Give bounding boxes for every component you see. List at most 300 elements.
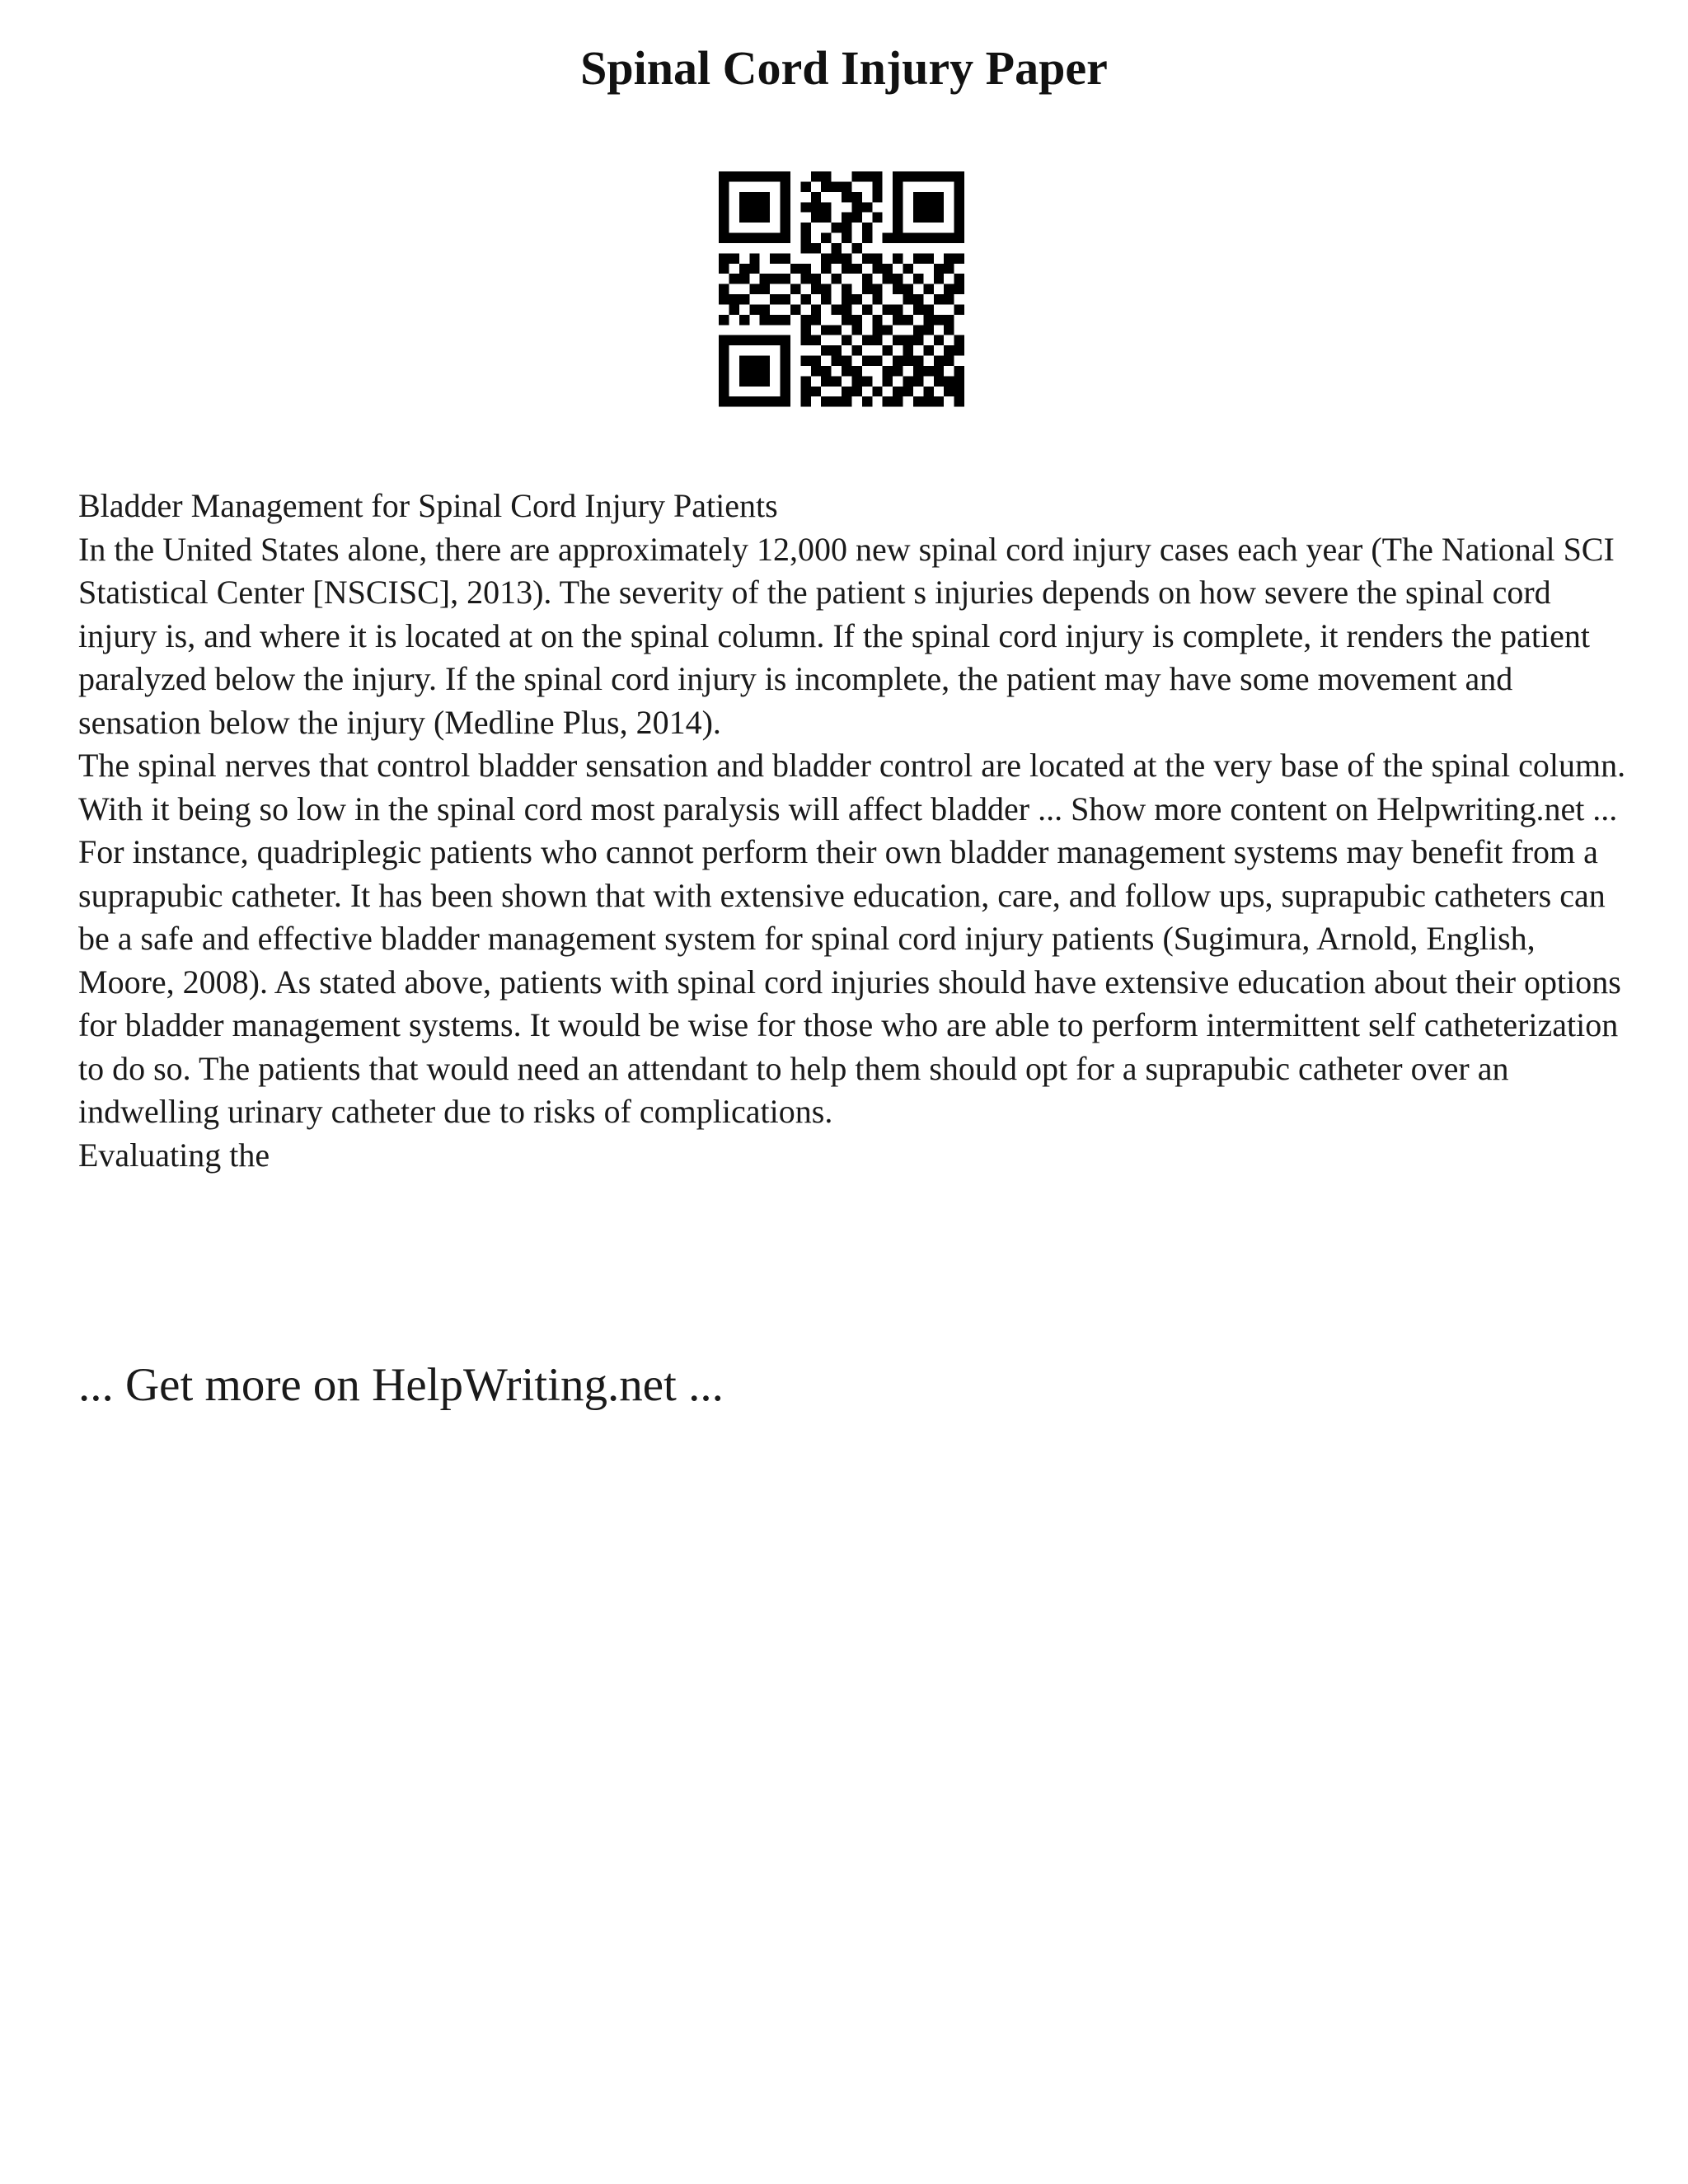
- qr-module: [913, 294, 923, 304]
- qr-module: [903, 356, 913, 366]
- qr-module: [760, 315, 770, 325]
- qr-module: [821, 171, 831, 181]
- qr-module: [872, 171, 882, 181]
- qr-module: [739, 335, 749, 345]
- qr-module: [883, 366, 893, 376]
- qr-module: [800, 243, 810, 253]
- qr-module: [800, 274, 810, 284]
- qr-module: [781, 181, 790, 191]
- qr-module: [811, 202, 821, 212]
- qr-module: [719, 294, 729, 304]
- qr-module: [903, 284, 913, 294]
- qr-module: [739, 396, 749, 406]
- qr-module: [821, 325, 831, 335]
- qr-module: [923, 253, 933, 263]
- qr-module: [903, 264, 913, 274]
- qr-module: [770, 294, 780, 304]
- page-title: Spinal Cord Injury Paper: [580, 41, 1108, 95]
- qr-module: [800, 356, 810, 366]
- qr-module: [832, 304, 842, 314]
- qr-module: [800, 376, 810, 386]
- qr-module: [749, 192, 759, 202]
- qr-module: [872, 264, 882, 274]
- qr-module: [770, 253, 780, 263]
- qr-module: [883, 396, 893, 406]
- qr-module: [913, 366, 923, 376]
- qr-module: [811, 243, 821, 253]
- qr-module: [760, 335, 770, 345]
- qr-module: [719, 213, 729, 223]
- paragraph-evaluating: Evaluating the: [78, 1136, 270, 1174]
- qr-module: [832, 396, 842, 406]
- qr-module: [923, 304, 933, 314]
- qr-module: [944, 233, 954, 243]
- qr-module: [903, 345, 913, 355]
- qr-module: [739, 233, 749, 243]
- qr-module: [821, 253, 831, 263]
- qr-module: [719, 315, 729, 325]
- qr-module: [893, 223, 903, 232]
- qr-module: [851, 376, 861, 386]
- qr-module: [811, 284, 821, 294]
- qr-module: [800, 294, 810, 304]
- qr-module: [781, 223, 790, 232]
- qr-module: [883, 274, 893, 284]
- qr-module: [739, 171, 749, 181]
- qr-module: [872, 213, 882, 223]
- qr-module: [749, 284, 759, 294]
- qr-module: [851, 171, 861, 181]
- qr-module: [800, 181, 810, 191]
- qr-module: [883, 233, 893, 243]
- qr-module: [923, 366, 933, 376]
- qr-module: [749, 171, 759, 181]
- qr-module: [944, 356, 954, 366]
- qr-module: [851, 243, 861, 253]
- qr-module: [913, 376, 923, 386]
- qr-module: [781, 335, 790, 345]
- qr-module: [862, 335, 872, 345]
- qr-module: [862, 376, 872, 386]
- qr-module: [913, 233, 923, 243]
- qr-module: [893, 181, 903, 191]
- qr-module: [893, 192, 903, 202]
- qr-module: [903, 335, 913, 345]
- qr-module: [739, 202, 749, 212]
- qr-module: [872, 325, 882, 335]
- qr-module: [821, 294, 831, 304]
- qr-module: [954, 304, 964, 314]
- qr-module: [749, 233, 759, 243]
- qr-module: [719, 345, 729, 355]
- qr-module: [923, 315, 933, 325]
- qr-module: [719, 171, 729, 181]
- qr-module: [800, 335, 810, 345]
- qr-module: [862, 396, 872, 406]
- qr-module: [944, 376, 954, 386]
- qr-module: [719, 284, 729, 294]
- qr-module: [719, 264, 729, 274]
- qr-module: [934, 233, 944, 243]
- qr-module: [872, 253, 882, 263]
- qr-module: [739, 192, 749, 202]
- qr-module: [749, 202, 759, 212]
- qr-module: [729, 304, 738, 314]
- qr-module: [862, 223, 872, 232]
- qr-module: [913, 192, 923, 202]
- section-heading: Bladder Management for Spinal Cord Injury Patients: [78, 487, 778, 524]
- qr-module: [739, 213, 749, 223]
- qr-module: [781, 356, 790, 366]
- qr-module: [842, 213, 851, 223]
- qr-module: [749, 264, 759, 274]
- qr-module: [739, 356, 749, 366]
- qr-module: [872, 387, 882, 396]
- qr-module: [954, 181, 964, 191]
- qr-module: [903, 171, 913, 181]
- qr-module: [913, 202, 923, 212]
- qr-module: [739, 274, 749, 284]
- qr-module: [811, 315, 821, 325]
- qr-module: [923, 233, 933, 243]
- qr-module: [851, 294, 861, 304]
- qr-module: [719, 233, 729, 243]
- qr-module: [851, 315, 861, 325]
- qr-module: [944, 253, 954, 263]
- qr-module: [893, 202, 903, 212]
- qr-module: [719, 253, 729, 263]
- qr-module: [749, 396, 759, 406]
- qr-module: [954, 274, 964, 284]
- qr-module: [923, 387, 933, 396]
- get-more-link[interactable]: ... Get more on HelpWriting.net ...: [78, 1359, 724, 1411]
- qr-module: [934, 192, 944, 202]
- qr-module: [934, 213, 944, 223]
- qr-module: [800, 315, 810, 325]
- qr-module: [821, 366, 831, 376]
- qr-module: [781, 345, 790, 355]
- qr-module: [800, 264, 810, 274]
- paragraph-quadriplegic: For instance, quadriplegic patients who cannot perform their own bladder management systems may benefit from a suprapubic catheter. It has been shown that with extensive education, care, and follow ups, suprapubic catheters can be a safe and effective bladder management system for spinal cord injury patients (Sugimura, Arnold, English, Moore, 2008). As stated above, patients with spinal cord injuries should have extensive education about their options for bladder management systems. It would be wise for those who are able to perform intermittent self catheterization to do so. The patients that would need an attendant to help them should opt for a suprapubic catheter over an indwelling urinary catheter due to risks of complications.: [78, 833, 1621, 1130]
- qr-module: [954, 366, 964, 376]
- qr-module: [944, 387, 954, 396]
- qr-module: [934, 274, 944, 284]
- qr-module: [913, 274, 923, 284]
- qr-module: [832, 345, 842, 355]
- qr-module: [923, 345, 933, 355]
- qr-module: [832, 325, 842, 335]
- qr-module: [821, 376, 831, 386]
- qr-module: [770, 171, 780, 181]
- qr-module: [934, 264, 944, 274]
- qr-module: [913, 171, 923, 181]
- qr-module: [913, 253, 923, 263]
- qr-module: [934, 202, 944, 212]
- qr-module: [842, 304, 851, 314]
- qr-code-icon: [719, 171, 964, 417]
- qr-module: [719, 396, 729, 406]
- qr-module: [781, 274, 790, 284]
- qr-module: [851, 213, 861, 223]
- qr-module: [842, 192, 851, 202]
- qr-module: [934, 171, 944, 181]
- qr-module: [729, 274, 738, 284]
- qr-module: [944, 294, 954, 304]
- qr-module: [893, 356, 903, 366]
- qr-module: [862, 202, 872, 212]
- qr-module: [851, 264, 861, 274]
- qr-module: [934, 356, 944, 366]
- qr-module: [800, 325, 810, 335]
- qr-module: [842, 356, 851, 366]
- qr-module: [883, 325, 893, 335]
- qr-module: [832, 181, 842, 191]
- qr-module: [739, 366, 749, 376]
- qr-module: [923, 325, 933, 335]
- qr-module: [760, 274, 770, 284]
- qr-module: [781, 233, 790, 243]
- qr-module: [954, 192, 964, 202]
- qr-module: [811, 171, 821, 181]
- qr-module: [923, 202, 933, 212]
- qr-module: [872, 315, 882, 325]
- qr-module: [781, 396, 790, 406]
- qr-module: [851, 345, 861, 355]
- qr-module: [851, 387, 861, 396]
- qr-module: [729, 396, 738, 406]
- qr-module: [913, 396, 923, 406]
- qr-module: [729, 233, 738, 243]
- qr-module: [749, 213, 759, 223]
- qr-module: [749, 253, 759, 263]
- qr-module: [760, 284, 770, 294]
- qr-module: [954, 335, 964, 345]
- qr-module: [893, 387, 903, 396]
- qr-module: [832, 243, 842, 253]
- qr-module: [862, 274, 872, 284]
- qr-module: [821, 284, 831, 294]
- qr-module: [729, 253, 738, 263]
- qr-module: [800, 396, 810, 406]
- qr-module: [842, 264, 851, 274]
- qr-module: [739, 376, 749, 386]
- qr-module: [954, 223, 964, 232]
- qr-module: [760, 202, 770, 212]
- qr-module: [893, 335, 903, 345]
- qr-module: [893, 315, 903, 325]
- qr-module: [944, 171, 954, 181]
- qr-module: [842, 233, 851, 243]
- qr-module: [749, 356, 759, 366]
- qr-module: [842, 253, 851, 263]
- qr-module: [934, 294, 944, 304]
- qr-module: [811, 387, 821, 396]
- qr-module: [821, 213, 831, 223]
- qr-module: [832, 223, 842, 232]
- qr-module: [903, 376, 913, 386]
- qr-module: [923, 213, 933, 223]
- qr-module: [832, 376, 842, 386]
- qr-module: [851, 202, 861, 212]
- qr-module: [729, 335, 738, 345]
- qr-module: [781, 387, 790, 396]
- qr-module: [781, 376, 790, 386]
- qr-module: [790, 284, 800, 294]
- qr-module: [811, 304, 821, 314]
- qr-module: [770, 233, 780, 243]
- qr-module: [842, 396, 851, 406]
- qr-module: [719, 356, 729, 366]
- qr-module: [872, 181, 882, 191]
- qr-module: [811, 213, 821, 223]
- qr-module: [954, 253, 964, 263]
- qr-module: [934, 366, 944, 376]
- qr-module: [893, 171, 903, 181]
- qr-module: [770, 315, 780, 325]
- qr-module: [739, 294, 749, 304]
- qr-module: [903, 294, 913, 304]
- qr-module: [944, 315, 954, 325]
- qr-module: [811, 335, 821, 345]
- qr-module: [739, 264, 749, 274]
- qr-module: [872, 192, 882, 202]
- qr-module: [903, 315, 913, 325]
- qr-module: [821, 181, 831, 191]
- qr-module: [954, 387, 964, 396]
- qr-module: [913, 325, 923, 335]
- qr-module: [760, 366, 770, 376]
- qr-module: [954, 171, 964, 181]
- qr-module: [719, 223, 729, 232]
- qr-module: [842, 335, 851, 345]
- qr-module: [862, 356, 872, 366]
- qr-module: [842, 223, 851, 232]
- qr-module: [913, 213, 923, 223]
- qr-module: [862, 233, 872, 243]
- qr-module: [790, 304, 800, 314]
- qr-module: [913, 304, 923, 314]
- qr-module: [821, 396, 831, 406]
- qr-module: [851, 366, 861, 376]
- qr-module: [770, 396, 780, 406]
- paragraph-intro: In the United States alone, there are approximately 12,000 new spinal cord injury cases each year (The National SCI Statistical Center [NSCISC], 2013). The severity of the patient s injuries depends on how severe the spinal cord injury is, and where it is located at on the spinal column. If the spinal cord injury is complete, it renders the patient paralyzed below the injury. If the spinal cord injury is incomplete, the patient may have some movement and sensation below the injury (Medline Plus, 2014).: [78, 530, 1615, 741]
- qr-module: [760, 233, 770, 243]
- qr-module: [821, 345, 831, 355]
- qr-module: [760, 396, 770, 406]
- qr-module: [944, 284, 954, 294]
- qr-module: [781, 192, 790, 202]
- qr-module: [913, 356, 923, 366]
- qr-module: [821, 264, 831, 274]
- qr-module: [842, 284, 851, 294]
- qr-module: [760, 192, 770, 202]
- qr-module: [781, 366, 790, 376]
- qr-module: [781, 213, 790, 223]
- qr-module: [842, 294, 851, 304]
- qr-module: [944, 264, 954, 274]
- qr-module: [934, 315, 944, 325]
- qr-module: [893, 233, 903, 243]
- qr-module: [883, 345, 893, 355]
- qr-module: [760, 304, 770, 314]
- qr-module: [832, 274, 842, 284]
- qr-module: [729, 171, 738, 181]
- qr-module: [760, 356, 770, 366]
- qr-module: [862, 253, 872, 263]
- qr-module: [719, 335, 729, 345]
- qr-module: [719, 202, 729, 212]
- qr-module: [781, 171, 790, 181]
- qr-module: [842, 315, 851, 325]
- qr-module: [862, 284, 872, 294]
- qr-module: [811, 274, 821, 284]
- qr-module: [944, 325, 954, 335]
- qr-module: [893, 284, 903, 294]
- qr-module: [790, 264, 800, 274]
- qr-module: [811, 356, 821, 366]
- qr-module: [770, 274, 780, 284]
- qr-module: [781, 294, 790, 304]
- qr-module: [923, 396, 933, 406]
- qr-module: [954, 213, 964, 223]
- qr-module: [862, 171, 872, 181]
- qr-module: [719, 181, 729, 191]
- qr-module: [800, 233, 810, 243]
- qr-module: [883, 376, 893, 386]
- qr-module: [811, 192, 821, 202]
- qr-module: [893, 366, 903, 376]
- qr-module: [719, 366, 729, 376]
- qr-module: [893, 253, 903, 263]
- qr-module: [934, 396, 944, 406]
- qr-module: [800, 223, 810, 232]
- qr-module: [954, 202, 964, 212]
- qr-module: [954, 345, 964, 355]
- qr-module: [842, 387, 851, 396]
- qr-module: [893, 396, 903, 406]
- qr-module: [842, 366, 851, 376]
- qr-code-graphic: [719, 171, 964, 417]
- qr-module: [739, 315, 749, 325]
- qr-module: [719, 376, 729, 386]
- qr-module: [749, 335, 759, 345]
- qr-module: [800, 202, 810, 212]
- paragraph-spinal-nerves: The spinal nerves that control bladder sensation and bladder control are located at the very base of the spinal column. With it being so low in the spinal cord most paralysis will affect bladder ... Show more content on Helpwriting.net ...: [78, 747, 1626, 827]
- qr-module: [913, 335, 923, 345]
- qr-module: [923, 284, 933, 294]
- qr-module: [851, 325, 861, 335]
- qr-module: [954, 284, 964, 294]
- qr-module: [883, 264, 893, 274]
- qr-module: [934, 376, 944, 386]
- qr-module: [821, 202, 831, 212]
- qr-module: [760, 171, 770, 181]
- qr-module: [811, 366, 821, 376]
- qr-module: [872, 356, 882, 366]
- qr-module: [851, 192, 861, 202]
- qr-module: [954, 396, 964, 406]
- qr-module: [781, 253, 790, 263]
- qr-module: [781, 202, 790, 212]
- qr-module: [872, 284, 882, 294]
- qr-module: [872, 335, 882, 345]
- qr-module: [760, 376, 770, 386]
- qr-module: [749, 366, 759, 376]
- qr-module: [842, 181, 851, 191]
- qr-module: [872, 294, 882, 304]
- qr-module: [893, 304, 903, 314]
- qr-module: [719, 387, 729, 396]
